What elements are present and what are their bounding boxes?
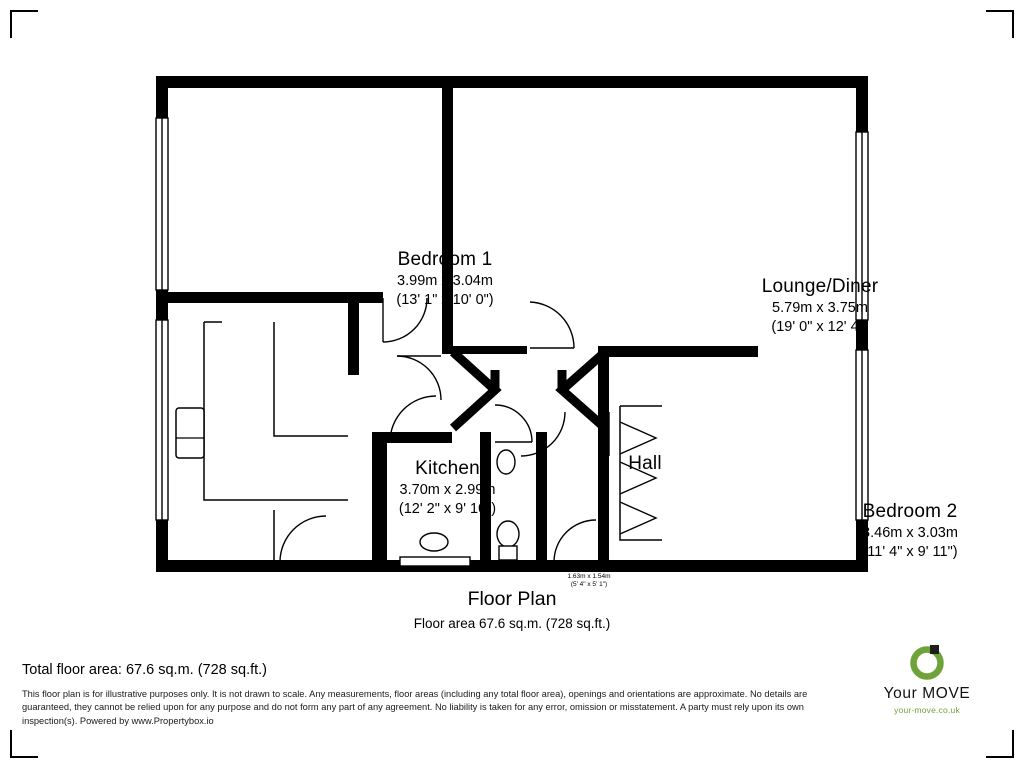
total-floor-area-text: Total floor area: 67.6 sq.m. (728 sq.ft.) — [22, 662, 268, 678]
room-dimension-metric: 3.46m x 3.03m — [862, 525, 958, 542]
room-label-wet-room — [535, 562, 643, 590]
ring-logo-icon — [852, 644, 1002, 684]
fixtures-group — [176, 322, 662, 566]
room-dimension-metric: 3.70m x 2.99m — [399, 482, 496, 499]
brand-name: Your MOVE — [883, 685, 971, 702]
disclaimer-text: This floor plan is for illustrative purposes only. It is not drawn to scale. Any measurements, floor areas (including any total floor area), openings and orientations are approximate. No details are guaranteed, they cannot be relied upon for any purpose and do not form any part of any agreement. No liability is taken for any error, omission or misstatement. A party must rely upon its own inspection(s). Powered by www.Propertybox.io — [22, 689, 808, 726]
room-dimension-imperial: (19' 0" x 12' 4") — [771, 318, 869, 335]
room-name: Bedroom 2 — [862, 501, 958, 522]
crop-mark-top-right — [986, 10, 1014, 38]
crop-mark-bottom-right — [986, 730, 1014, 758]
plan-subtitle: Floor area 67.6 sq.m. (728 sq.ft.) — [413, 616, 611, 631]
crop-mark-top-left — [10, 10, 38, 38]
room-dimension-metric: 1.63m x 1.54m — [567, 572, 611, 580]
room-label-lounge-diner — [690, 275, 950, 336]
room-dimension-imperial: (13' 1" x 10' 0") — [396, 291, 494, 308]
room-label-hall — [580, 452, 710, 476]
crop-mark-bottom-left — [10, 730, 38, 758]
room-name: Bedroom 1 — [397, 249, 493, 270]
room-dimension-imperial: (12' 2" x 9' 10") — [398, 500, 497, 517]
hall-angled-walls — [453, 352, 605, 428]
room-dimension-imperial: (11' 4" x 9' 11") — [862, 543, 958, 560]
floor-plan-drawing — [150, 70, 958, 589]
room-label-wc — [630, 560, 714, 576]
room-dimension-metric: 3.99m x 3.04m — [397, 273, 493, 290]
room-name: Hall — [628, 453, 662, 474]
room-name: Wet Room — [568, 562, 610, 572]
room-dimension-imperial: (5' 4" x 5' 1") — [570, 581, 608, 589]
room-label-bedroom-2 — [790, 500, 1024, 561]
room-label-kitchen — [340, 457, 555, 518]
room-name: Lounge/Diner — [761, 276, 879, 297]
room-dimension-metric: 5.79m x 3.75m — [772, 300, 868, 317]
room-label-bedroom-1 — [330, 248, 560, 309]
plan-title: Floor Plan — [467, 588, 557, 610]
room-name: W.C. — [658, 561, 686, 575]
brand-url: your-move.co.uk — [894, 705, 960, 715]
brand-block — [852, 644, 1002, 715]
room-name: Kitchen — [415, 458, 480, 479]
